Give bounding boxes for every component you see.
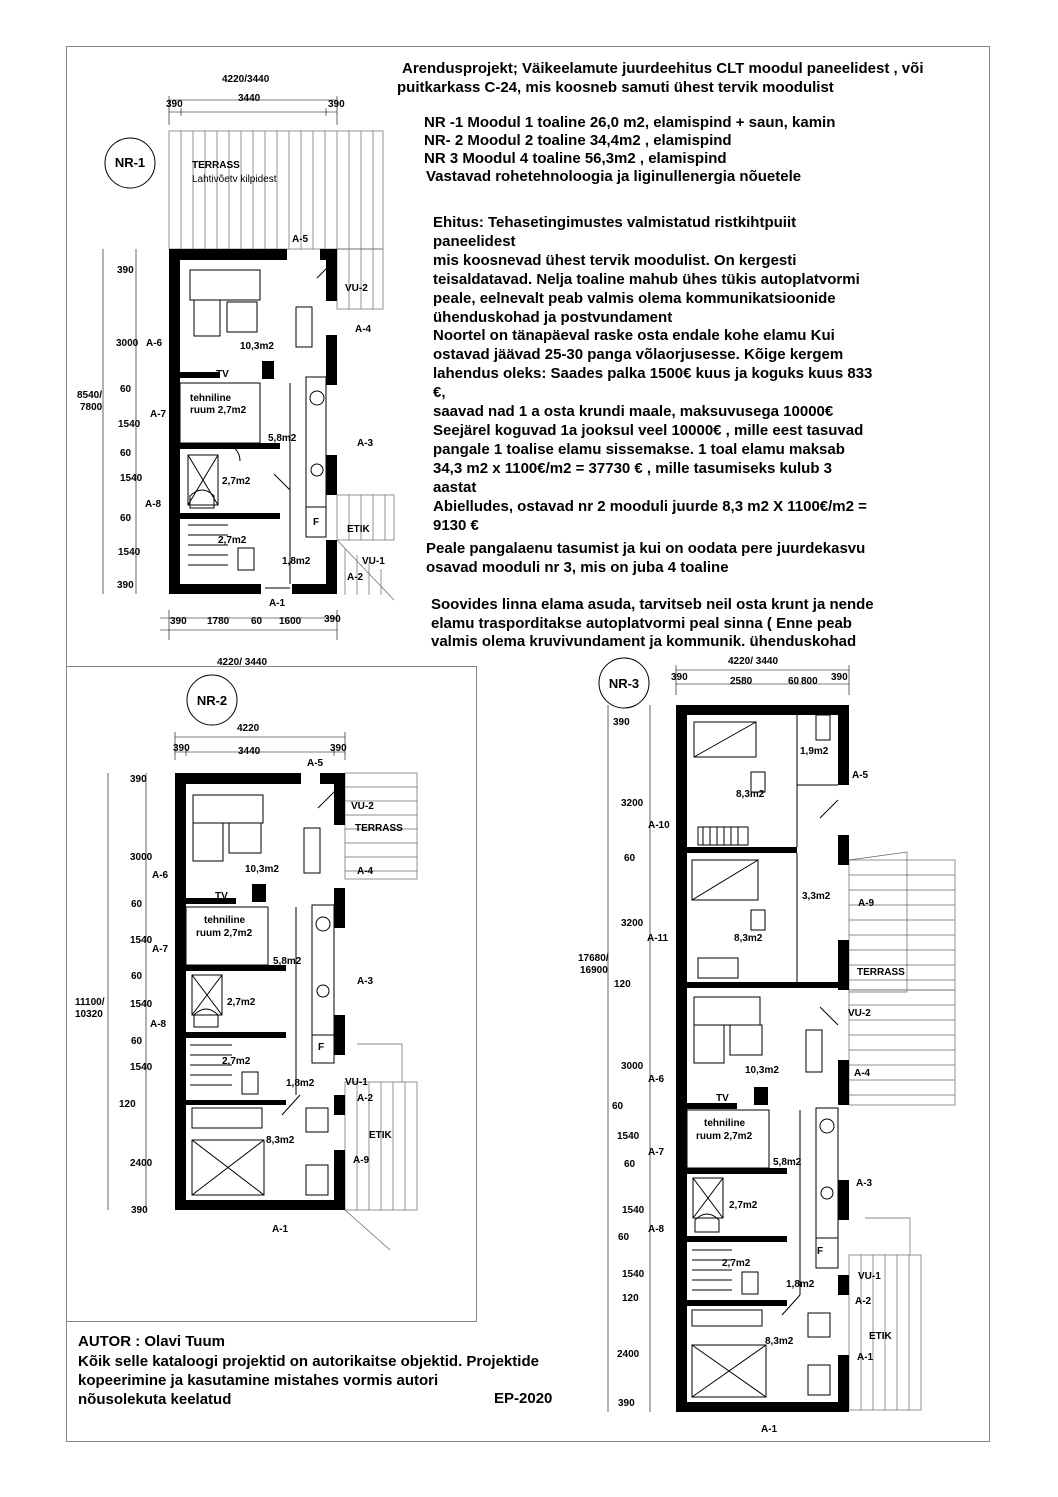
nr3-tech-line: ruum 2,7m2 — [696, 1131, 753, 1142]
nr1-label: A-8 — [145, 499, 162, 510]
nr3-label: VU-1 — [858, 1271, 881, 1282]
plan-nr2 — [75, 675, 417, 1250]
nr1-label: A-6 — [146, 338, 163, 349]
nr3-left-dim: 2400 — [617, 1349, 640, 1360]
nr3-walls — [676, 705, 849, 1412]
nr1-left-dim: 1540 — [120, 473, 143, 484]
nr2-terrace-boards — [345, 773, 417, 1250]
nr1-label: VU-1 — [362, 556, 385, 567]
nr3-left-dim: 60 — [618, 1232, 630, 1243]
description-line: 9130 € — [433, 516, 479, 534]
nr1-terrace-note: Lahtivõetv kilpidest — [192, 174, 277, 185]
nr3-top-dim: 390 — [671, 672, 688, 683]
nr2-label: A-6 — [152, 870, 169, 881]
nr1-left-dim: 3000 — [116, 338, 139, 349]
description-line: aastat — [433, 478, 477, 496]
nr3-top-dim: 2580 — [730, 676, 753, 687]
nr2-partitions — [186, 790, 336, 1195]
nr1-left-dim: 60 — [120, 513, 132, 524]
nr3-label: A-2 — [855, 1296, 872, 1307]
nr3-area: 1,8m2 — [786, 1279, 815, 1290]
nr3-area: 5,8m2 — [773, 1157, 802, 1168]
nr3-label: VU-2 — [848, 1008, 871, 1019]
nr2-left-dim: 3000 — [130, 852, 153, 863]
project-code: EP-2020 — [494, 1390, 553, 1407]
nr3-label: TV — [716, 1093, 729, 1104]
nr3-area: 2,7m2 — [722, 1258, 751, 1269]
nr3-label: A-11 — [647, 933, 669, 944]
nr2-label: A-2 — [357, 1093, 374, 1104]
nr1-left-dim: 1540 — [118, 419, 141, 430]
nr1-label: A-5 — [292, 234, 309, 245]
copyright-line: nõusolekuta keelatud — [78, 1391, 232, 1408]
nr1-etik — [337, 495, 394, 600]
nr3-left-dim: 1540 — [622, 1269, 645, 1280]
nr1-label: A-2 — [347, 572, 364, 583]
nr3-tech-line: tehniline — [704, 1118, 746, 1129]
nr2-area: 10,3m2 — [245, 864, 279, 875]
description-line: teisaldatavad. Nelja toaline mahub ühes tükis autoplatvormi — [433, 270, 860, 288]
nr2-area: 1,8m2 — [286, 1078, 315, 1089]
nr3-left-dim: 390 — [618, 1398, 635, 1409]
module-item: NR 3 Moodul 4 toaline 56,3m2 , elamispind — [424, 150, 727, 167]
nr2-label: A-4 — [357, 866, 374, 877]
nr3-label: A-8 — [648, 1224, 665, 1235]
plan-nr3 — [578, 656, 955, 1435]
nr3-dim-lines — [608, 665, 849, 1412]
nr3-area: 8,3m2 — [765, 1336, 794, 1347]
nr2-label: A-7 — [152, 944, 169, 955]
nr3-left-dim: 120 — [622, 1293, 639, 1304]
nr3-area: 8,3m2 — [734, 933, 763, 944]
nr3-label: A-10 — [648, 820, 670, 831]
nr1-label: F — [313, 517, 320, 528]
city-line: elamu trasporditakse autoplatvormi peal sinna ( Enne peab — [431, 614, 852, 632]
nr2-label: A-8 — [150, 1019, 167, 1030]
nr3-area: 8,3m2 — [736, 789, 765, 800]
nr3-top-dim: 60 — [788, 676, 800, 687]
copyright-line: kopeerimine ja kasutamine mistahes vormis autori — [78, 1372, 439, 1389]
nr2-label: A-3 — [357, 976, 374, 987]
nr1-area: 1,8m2 — [282, 556, 311, 567]
nr1-left-dim: 1540 — [118, 547, 141, 558]
nr3-label: A-5 — [852, 770, 869, 781]
nr3-terrace-label: TERRASS — [857, 967, 905, 978]
nr3-label: A-6 — [648, 1074, 665, 1085]
nr2-top-dim: 390 — [173, 743, 190, 754]
nr2-top-total: 4220 — [237, 723, 260, 734]
nr2-badge: NR-2 — [196, 693, 228, 708]
nr3-left-dim: 1540 — [622, 1205, 645, 1216]
nr1-area: 2,7m2 — [222, 476, 251, 487]
nr1-area: 2,7m2 — [218, 535, 247, 546]
module-item: NR -1 Moodul 1 toaline 26,0 m2, elamispind + saun, kamin — [424, 114, 836, 131]
nr3-area: 2,7m2 — [729, 1200, 758, 1211]
nr1-left-dim: 60 — [120, 384, 132, 395]
nr1-bottom-total: 4220/ 3440 — [217, 657, 268, 668]
nr3-badge: NR-3 — [608, 676, 640, 691]
nr2-left-dim: 60 — [131, 1036, 143, 1047]
nr3-left-dim: 3200 — [621, 918, 644, 929]
nr1-badge: NR-1 — [114, 155, 146, 170]
description-line: pangale 1 toalise elamu sissemakse. 1 toal elamu maksab — [433, 440, 845, 458]
nr3-label: A-3 — [856, 1178, 873, 1189]
nr2-label: A-9 — [353, 1155, 370, 1166]
after-loan-line: osavad mooduli nr 3, mis on juba 4 toaline — [426, 558, 729, 576]
nr1-label: TV — [216, 369, 229, 380]
nr2-label: VU-2 — [351, 801, 374, 812]
nr1-bottom-dim: 390 — [324, 614, 341, 625]
nr2-label: ETIK — [369, 1130, 392, 1141]
nr2-left-total: 11100/ 10320 — [75, 997, 105, 1020]
nr3-left-dim: 1540 — [617, 1131, 640, 1142]
nr3-left-dim: 60 — [624, 1159, 636, 1170]
description-line: ostavad jäävad 25-30 panga võlaorjusesse. Kõige kergem — [433, 346, 844, 364]
nr3-label: A-7 — [648, 1147, 665, 1158]
nr2-left-dim: 1540 — [130, 1062, 153, 1073]
nr3-label: A-4 — [854, 1068, 871, 1079]
nr2-left-dim: 2400 — [130, 1158, 153, 1169]
nr1-area: 5,8m2 — [268, 433, 297, 444]
nr1-left-dim: 390 — [117, 265, 134, 276]
description-line: saavad nad 1 a osta krundi maale, maksuvusega 10000€ — [433, 403, 834, 421]
description-line: Abielludes, ostavad nr 2 mooduli juurde 8,3 m2 X 1100€/m2 = — [433, 497, 867, 515]
header-line-1: Arendusprojekt; Väikeelamute juurdeehitus CLT moodul paneelidest , või — [402, 60, 924, 77]
nr2-label: F — [318, 1042, 325, 1053]
nr3-area: 1,9m2 — [800, 746, 829, 757]
nr1-bottom-dim: 1600 — [279, 616, 302, 627]
after-loan-line: Peale pangalaenu tasumist ja kui on oodata pere juurdekasvu — [426, 540, 866, 557]
nr2-area: 8,3m2 — [266, 1135, 295, 1146]
nr1-bottom-dim: 1780 — [207, 616, 230, 627]
nr3-partitions — [687, 715, 838, 1397]
nr1-label: A-4 — [355, 324, 372, 335]
module-item: Vastavad rohetehnoloogia ja liginullenergia nõuetele — [426, 168, 802, 185]
nr3-label: A-9 — [858, 898, 875, 909]
nr3-area: 3,3m2 — [802, 891, 831, 902]
author-name: AUTOR : Olavi Tuum — [78, 1333, 225, 1350]
nr1-label: A-3 — [357, 438, 374, 449]
description-line: ühenduskohad ja postvundament — [433, 308, 673, 326]
nr3-top-dim: 390 — [831, 672, 848, 683]
nr2-label: VU-1 — [345, 1077, 368, 1088]
nr3-label: ETIK — [869, 1331, 892, 1342]
nr1-left-dim: 390 — [117, 580, 134, 591]
description-line: Noortel on tänapäeval raske osta endale kohe elamu Kui — [433, 327, 835, 345]
header-line-2: puitkarkass C-24, mis koosneb samuti ühest tervik moodulist — [397, 79, 834, 96]
nr1-left-total: 8540/ 7800 — [77, 390, 103, 413]
nr3-left-dim: 3000 — [621, 1061, 644, 1072]
description-line: Seejärel koguvad 1a jooksul veel 10000€ , mille eest tasuvad — [433, 421, 864, 439]
nr2-left-dim: 390 — [130, 774, 147, 785]
module-item: NR- 2 Moodul 2 toaline 34,4m2 , elamispind — [424, 132, 732, 149]
description-line: peale, eelnevalt peab valmis olema kommunikatsioonide — [433, 289, 836, 307]
nr2-area: 5,8m2 — [273, 956, 302, 967]
nr1-top-dim: 3440 — [238, 93, 261, 104]
nr1-label: ETIK — [347, 524, 370, 535]
nr1-left-dim: 60 — [120, 448, 132, 459]
nr1-partitions — [180, 260, 335, 588]
nr3-left-dim: 60 — [612, 1101, 624, 1112]
nr1-top-total: 4220/3440 — [222, 74, 270, 85]
nr1-label: A-7 — [150, 409, 167, 420]
nr3-terrace-boards — [849, 852, 955, 1410]
nr2-left-dim: 1540 — [130, 999, 153, 1010]
nr3-label: A-1 — [857, 1352, 874, 1363]
nr3-label: A-1 — [761, 1424, 778, 1435]
nr1-top-dim: 390 — [328, 99, 345, 110]
nr3-left-dim: 120 — [614, 979, 631, 990]
description-line: €, — [433, 384, 446, 402]
nr3-left-total: 17680/ 16900 — [578, 953, 609, 976]
nr1-tech-line: tehniline — [190, 393, 232, 404]
nr2-area: 2,7m2 — [227, 997, 256, 1008]
nr2-left-dim: 120 — [119, 1099, 136, 1110]
nr1-label: A-1 — [269, 598, 286, 609]
nr1-area: 10,3m2 — [240, 341, 274, 352]
nr2-label: A-1 — [272, 1224, 289, 1235]
nr2-left-dim: 60 — [131, 971, 143, 982]
nr2-tech-line: tehniline — [204, 915, 246, 926]
plan-nr1 — [77, 74, 394, 668]
description-line: mis koosnevad ühest tervik moodulist. On kergesti — [433, 251, 797, 269]
nr1-top-dim: 390 — [166, 99, 183, 110]
nr3-label: F — [817, 1246, 824, 1257]
nr1-label: VU-2 — [345, 283, 368, 294]
nr2-terrace-label: TERRASS — [355, 823, 403, 834]
nr2-left-dim: 390 — [131, 1205, 148, 1216]
nr3-top-total: 4220/ 3440 — [728, 656, 779, 667]
nr2-tech-line: ruum 2,7m2 — [196, 928, 253, 939]
description-line: Ehitus: Tehasetingimustes valmistatud ristkihtpuiit — [433, 214, 797, 231]
nr1-bottom-dim: 60 — [251, 616, 263, 627]
nr2-left-dim: 1540 — [130, 935, 153, 946]
nr1-bottom-dim: 390 — [170, 616, 187, 627]
nr2-top-dim: 3440 — [238, 746, 261, 757]
nr1-tech-line: ruum 2,7m2 — [190, 405, 247, 416]
copyright-line: Kõik selle kataloogi projektid on autorikaitse objektid. Projektide — [78, 1353, 539, 1370]
description-line: 34,3 m2 x 1100€/m2 = 37730 € , mille tasumiseks kulub 3 — [433, 459, 833, 477]
nr3-left-dim: 60 — [624, 853, 636, 864]
nr2-top-dim: 390 — [330, 743, 347, 754]
nr2-left-dim: 60 — [131, 899, 143, 910]
nr2-area: 2,7m2 — [222, 1056, 251, 1067]
nr2-label: A-5 — [307, 758, 324, 769]
city-line: valmis olema kruvivundament ja kommunik. ühenduskohad — [431, 633, 857, 650]
nr3-area: 10,3m2 — [745, 1065, 779, 1076]
description-line: lahendus oleks: Saades palka 1500€ kuus ja koguks kuus 833 — [433, 365, 873, 383]
nr3-left-dim: 390 — [613, 717, 630, 728]
description-line: paneelidest — [433, 232, 516, 250]
nr3-top-dim: 800 — [801, 676, 818, 687]
city-line: Soovides linna elama asuda, tarvitseb neil osta krunt ja nende — [431, 596, 874, 613]
nr3-left-dim: 3200 — [621, 798, 644, 809]
nr1-terrace-label: TERRASS — [192, 160, 240, 171]
nr2-label: TV — [215, 891, 228, 902]
